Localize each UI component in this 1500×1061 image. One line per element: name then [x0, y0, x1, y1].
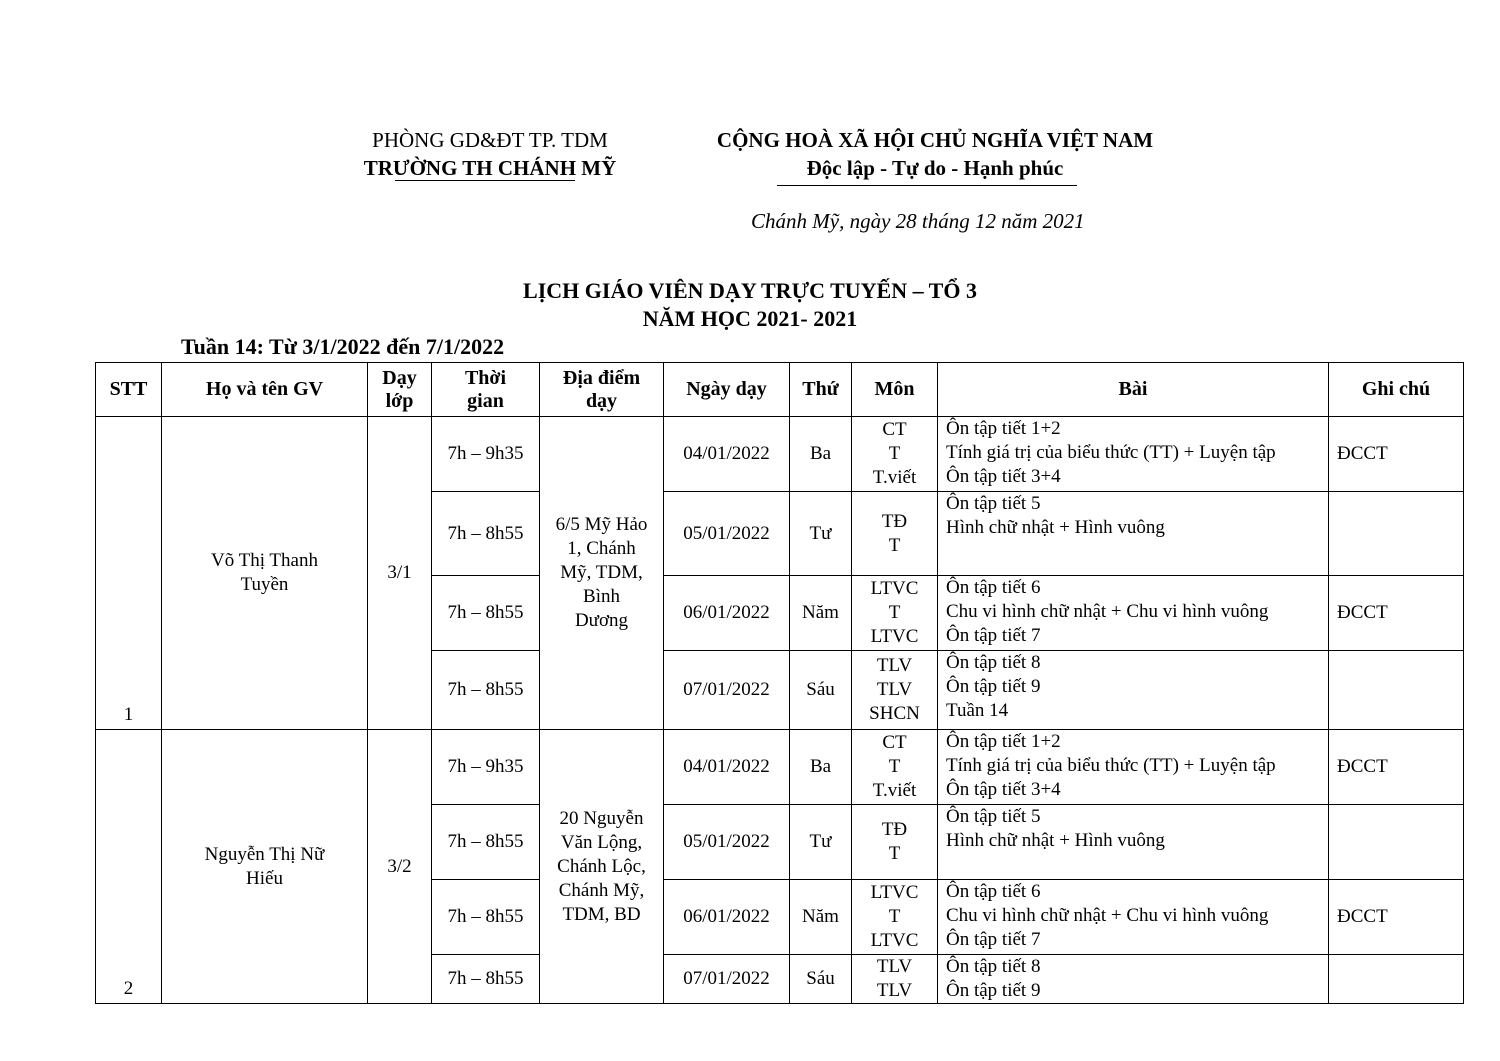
- school-year: NĂM HỌC 2021- 2021: [642, 306, 858, 331]
- schedule-table: [95, 362, 1464, 1004]
- place-line: Mỹ, TDM,: [560, 562, 643, 583]
- weekday-cell: Sáu: [790, 955, 852, 1004]
- lesson-cell: [938, 880, 1329, 955]
- lesson-line: Ôn tập tiết 5: [946, 493, 1041, 514]
- subject-cell: [852, 492, 938, 576]
- table-header-row: [96, 363, 1464, 417]
- subject-line: T.viết: [872, 780, 917, 801]
- subject-line: LTVC: [870, 882, 919, 903]
- subject-cell: [852, 576, 938, 651]
- lesson-cell: [938, 576, 1329, 651]
- subject-line: T: [888, 756, 901, 777]
- lesson-cell: [938, 730, 1329, 805]
- school-underline: [395, 180, 575, 181]
- nation-title: CỘNG HOÀ XÃ HỘI CHỦ NGHĨA VIỆT NAM: [716, 128, 1154, 152]
- note-cell: [1329, 492, 1464, 576]
- table-row: [96, 417, 1464, 492]
- lesson-cell: [938, 417, 1329, 492]
- place-line: Chánh Lộc,: [557, 855, 646, 877]
- lesson-line: Ôn tập tiết 5: [946, 806, 1041, 827]
- date-cell: 04/01/2022: [664, 417, 790, 492]
- subject-line: TLV: [876, 980, 913, 1001]
- table-row: [96, 730, 1464, 805]
- lesson-line: Ôn tập tiết 7: [946, 929, 1041, 950]
- lesson-line: Ôn tập tiết 3+4: [946, 779, 1061, 800]
- document-date: Chánh Mỹ, ngày 28 tháng 12 năm 2021: [751, 209, 1085, 233]
- place-line: Chánh Mỹ,: [558, 879, 645, 901]
- teacher-name-line: Võ Thị Thanh: [211, 550, 318, 571]
- motto-underline: [777, 185, 1077, 186]
- nation-motto: Độc lập - Tự do - Hạnh phúc: [806, 156, 1064, 180]
- subject-line: T: [888, 602, 901, 623]
- time-cell: 7h – 8h55: [432, 576, 540, 651]
- department-name: PHÒNG GD&ĐT TP. TDM: [372, 128, 608, 152]
- lesson-cell: [938, 492, 1329, 576]
- date-cell: 05/01/2022: [664, 492, 790, 576]
- lesson-line: Ôn tập tiết 6: [946, 881, 1041, 902]
- lesson-line: Tuần 14: [946, 700, 1009, 721]
- weekday-cell: Sáu: [790, 651, 852, 730]
- place-line: 20 Nguyễn: [559, 807, 644, 829]
- teacher-name-line: Nguyễn Thị Nữ: [204, 843, 325, 865]
- lesson-line: Hình chữ nhật + Hình vuông: [946, 830, 1165, 851]
- time-cell: 7h – 9h35: [432, 417, 540, 492]
- teacher-name-line: Hiếu: [246, 867, 283, 889]
- time-cell: 7h – 8h55: [432, 651, 540, 730]
- col-lesson: Bài: [938, 363, 1329, 417]
- lesson-line: Ôn tập tiết 6: [946, 577, 1041, 598]
- subject-cell: [852, 651, 938, 730]
- weekday-cell: Năm: [790, 576, 852, 651]
- subject-line: TĐ: [881, 819, 908, 840]
- col-class: Dạy lớp: [368, 363, 432, 417]
- note-cell: ĐCCT: [1329, 417, 1464, 492]
- col-time: Thời gian: [432, 363, 540, 417]
- time-cell: 7h – 8h55: [432, 805, 540, 880]
- teacher-name-cell: [162, 417, 368, 730]
- weekday-cell: Tư: [790, 492, 852, 576]
- class-cell: 3/1: [368, 417, 432, 730]
- schedule-body: [96, 417, 1464, 1004]
- lesson-line: Ôn tập tiết 9: [946, 676, 1041, 697]
- subject-cell: [852, 417, 938, 492]
- subject-line: T: [888, 534, 901, 556]
- school-name: TRƯỜNG TH CHÁNH MỸ: [363, 156, 617, 180]
- lesson-line: Ôn tập tiết 9: [946, 980, 1041, 1001]
- col-stt: STT: [96, 363, 162, 417]
- subject-line: CT: [882, 732, 907, 753]
- weekday-cell: Năm: [790, 880, 852, 955]
- subject-line: LTVC: [870, 626, 919, 647]
- time-cell: 7h – 8h55: [432, 880, 540, 955]
- week-range: Tuần 14: Từ 3/1/2022 đến 7/1/2022: [181, 334, 505, 359]
- subject-cell: [852, 730, 938, 805]
- lesson-line: Ôn tập tiết 7: [946, 625, 1041, 646]
- col-teacher-name: Họ và tên GV: [162, 363, 368, 417]
- subject-line: SHCN: [869, 703, 920, 724]
- place-line: Văn Lộng,: [560, 831, 643, 853]
- lesson-line: Tính giá trị của biểu thức (TT) + Luyện tập: [946, 442, 1276, 463]
- place-line: Dương: [574, 610, 629, 631]
- subject-cell: [852, 880, 938, 955]
- note-cell: ĐCCT: [1329, 730, 1464, 805]
- time-cell: 7h – 9h35: [432, 730, 540, 805]
- note-cell: [1329, 805, 1464, 880]
- lesson-line: Ôn tập tiết 8: [946, 652, 1041, 673]
- date-cell: 07/01/2022: [664, 651, 790, 730]
- lesson-line: Ôn tập tiết 8: [946, 956, 1041, 977]
- lesson-cell: [938, 955, 1329, 1004]
- place-line: Bình: [583, 586, 620, 607]
- header-right: [640, 126, 1230, 182]
- date-cell: 07/01/2022: [664, 955, 790, 1004]
- subject-line: T: [888, 906, 901, 927]
- lesson-line: Chu vi hình chữ nhật + Chu vi hình vuông: [946, 905, 1269, 926]
- place-line: TDM, BD: [562, 903, 641, 925]
- date-cell: 06/01/2022: [664, 880, 790, 955]
- place-line: 6/5 Mỹ Hảo: [555, 514, 648, 535]
- note-cell: [1329, 651, 1464, 730]
- weekday-cell: Tư: [790, 805, 852, 880]
- col-weekday: Thứ: [790, 363, 852, 417]
- document-title: LỊCH GIÁO VIÊN DẠY TRỰC TUYẾN – TỔ 3: [523, 278, 977, 303]
- teacher-name-line: Tuyền: [240, 574, 289, 595]
- note-cell: ĐCCT: [1329, 576, 1464, 651]
- lesson-line: Hình chữ nhật + Hình vuông: [946, 517, 1165, 538]
- weekday-cell: Ba: [790, 730, 852, 805]
- subject-line: T.viết: [872, 467, 917, 488]
- subject-line: LTVC: [870, 930, 919, 951]
- lesson-line: Ôn tập tiết 1+2: [946, 731, 1061, 752]
- class-cell: 3/2: [368, 730, 432, 1004]
- lesson-cell: [938, 805, 1329, 880]
- col-place: Địa điểm dạy: [540, 363, 664, 417]
- date-cell: 04/01/2022: [664, 730, 790, 805]
- note-cell: ĐCCT: [1329, 880, 1464, 955]
- subject-cell: [852, 805, 938, 880]
- col-note: Ghi chú: [1329, 363, 1464, 417]
- subject-cell: [852, 955, 938, 1004]
- col-date: Ngày dạy: [664, 363, 790, 417]
- time-cell: 7h – 8h55: [432, 955, 540, 1004]
- header-left: [300, 126, 680, 182]
- subject-line: TLV: [876, 655, 913, 676]
- stt-cell: 2: [96, 730, 162, 1004]
- date-cell: 06/01/2022: [664, 576, 790, 651]
- subject-line: T: [888, 443, 901, 464]
- subject-line: LTVC: [870, 578, 919, 599]
- weekday-cell: Ba: [790, 417, 852, 492]
- note-cell: [1329, 955, 1464, 1004]
- teacher-name-cell: [162, 730, 368, 1004]
- lesson-line: Ôn tập tiết 3+4: [946, 466, 1061, 487]
- stt-cell: 1: [96, 417, 162, 730]
- lesson-line: Chu vi hình chữ nhật + Chu vi hình vuông: [946, 601, 1269, 622]
- date-cell: 05/01/2022: [664, 805, 790, 880]
- lesson-line: Tính giá trị của biểu thức (TT) + Luyện tập: [946, 755, 1276, 776]
- lesson-cell: [938, 651, 1329, 730]
- place-cell: [540, 417, 664, 730]
- subject-line: CT: [882, 419, 907, 440]
- place-line: 1, Chánh: [567, 538, 636, 559]
- subject-line: TLV: [876, 679, 913, 700]
- subject-line: TĐ: [881, 510, 908, 532]
- time-cell: 7h – 8h55: [432, 492, 540, 576]
- subject-line: TLV: [876, 956, 913, 977]
- col-subject: Môn: [852, 363, 938, 417]
- lesson-line: Ôn tập tiết 1+2: [946, 418, 1061, 439]
- place-cell: [540, 730, 664, 1004]
- subject-line: T: [888, 843, 901, 864]
